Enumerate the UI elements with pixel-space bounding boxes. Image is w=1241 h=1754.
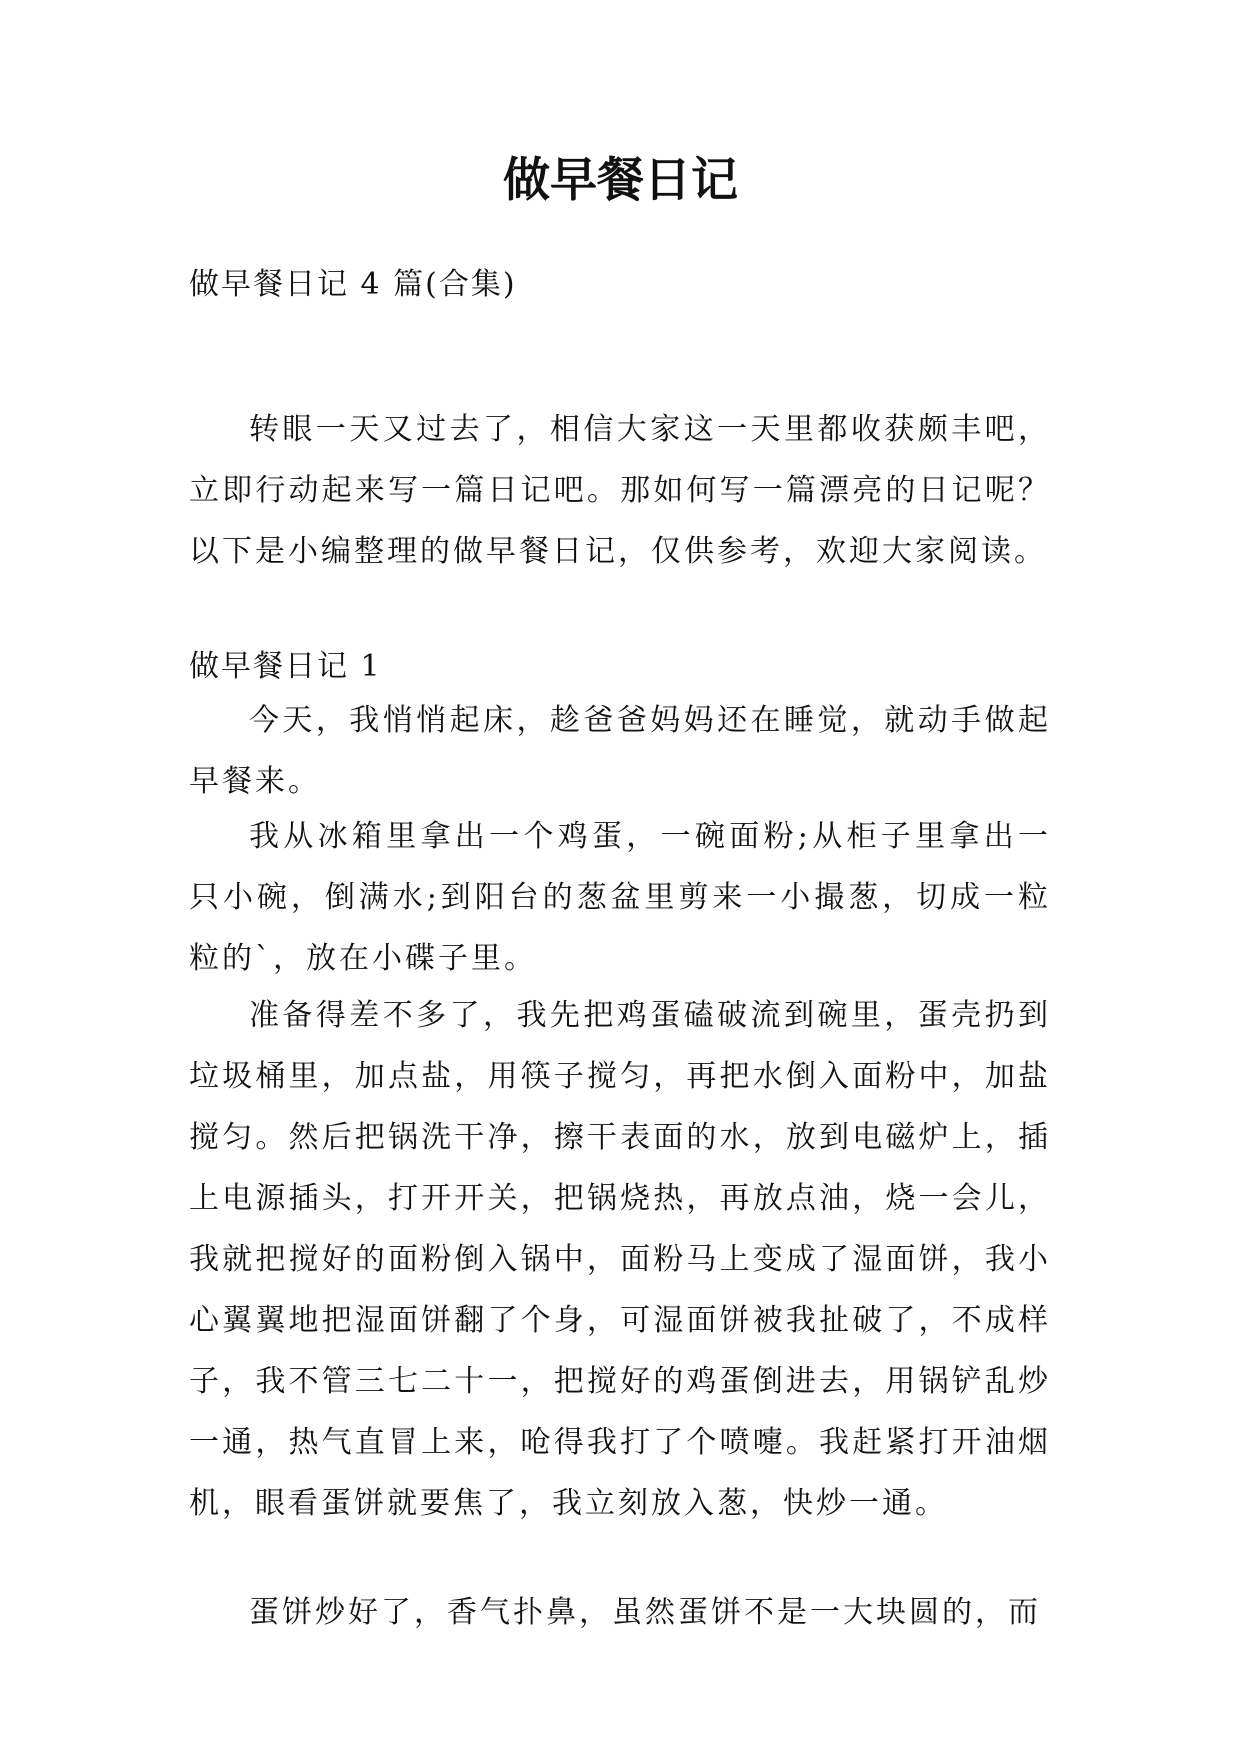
- paragraph: 准备得差不多了，我先把鸡蛋磕破流到碗里，蛋壳扔到垃圾桶里，加点盐，用筷子搅匀，再把水倒入面粉中，加盐搅匀。然后把锅洗干净，擦干表面的水，放到电磁炉上，插上电源插头，打开开关，把锅烧热，再放点油，烧一会儿，我就把搅好的面粉倒入锅中，面粉马上变成了湿面饼，我小心翼翼地把湿面饼翻了个身，可湿面饼被我扯破了，不成样子，我不管三七二十一，把搅好的鸡蛋倒进去，用锅铲乱炒一通，热气直冒上来，呛得我打了个喷嚏。我赶紧打开油烟机，眼看蛋饼就要焦了，我立刻放入葱，快炒一通。: [189, 998, 1051, 1521]
- paragraph: 我从冰箱里拿出一个鸡蛋，一碗面粉;从柜子里拿出一只小碗，倒满水;到阳台的葱盆里剪来一小撮葱，切成一粒粒的`，放在小碟子里。: [189, 819, 1051, 976]
- page-title: 做早餐日记: [503, 153, 738, 208]
- section-heading: 做早餐日记 1: [189, 649, 382, 684]
- intro-paragraph: 转眼一天又过去了，相信大家这一天里都收获颇丰吧，立即行动起来写一篇日记吧。那如何写一篇漂亮的日记呢？以下是小编整理的做早餐日记，仅供参考，欢迎大家阅读。: [189, 412, 1051, 569]
- paragraph: 今天，我悄悄起床，趁爸爸妈妈还在睡觉，就动手做起早餐来。: [189, 703, 1051, 799]
- paragraph: 蛋饼炒好了，香气扑鼻，虽然蛋饼不是一大块圆的，而: [249, 1595, 1041, 1630]
- document-subtitle: 做早餐日记 4 篇(合集): [189, 267, 517, 302]
